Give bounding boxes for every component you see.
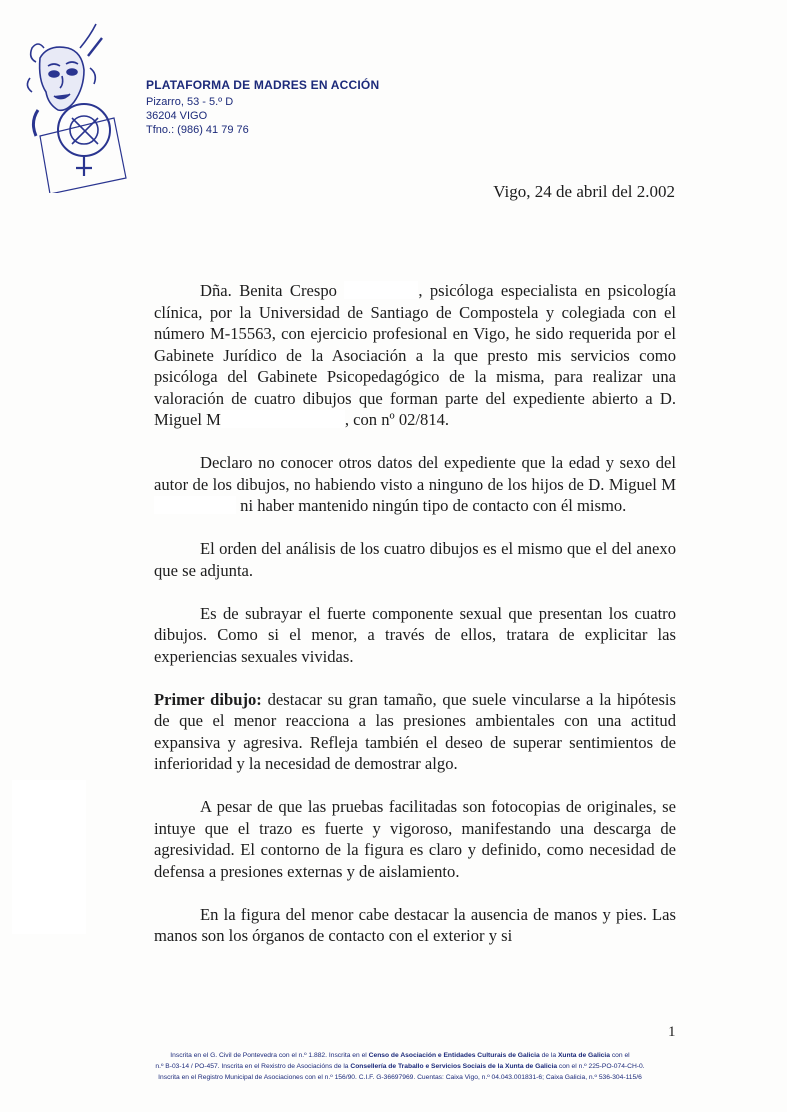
page-number: 1 bbox=[668, 1024, 676, 1040]
p2-text-b: ni haber mantenido ningún tipo de contacto con él mismo. bbox=[236, 496, 627, 515]
organization-logo-icon bbox=[18, 18, 136, 193]
footer-l2-b: Consellería de Traballo e Servicios Sociais de la Xunta de Galicia bbox=[350, 1063, 558, 1070]
p2-text-a: Declaro no conocer otros datos del expediente que la edad y sexo del autor de los dibujos, no habiendo visto a ninguno de los hijos de D. Miguel M bbox=[154, 453, 676, 494]
paragraph-4: Es de subrayar el fuerte componente sexual que presentan los cuatro dibujos. Como si el menor, a través de ellos, tratara de explicitar las experiencias sexuales vividas. bbox=[154, 603, 676, 666]
letterhead bbox=[146, 78, 379, 137]
redaction-block bbox=[12, 780, 86, 934]
footer-l1-c: de la bbox=[539, 1052, 558, 1059]
paragraph-2 bbox=[154, 452, 676, 517]
footer-line-2 bbox=[60, 1061, 740, 1072]
p5-text: destacar su gran tamaño, que suele vincularse a la hipótesis de que el menor reacciona a las presiones ambientales con una actitud expansiva y agresiva. Refleja también el deseo de superar sentimientos de inferioridad y la necesidad de demostrar algo. bbox=[154, 689, 676, 773]
footer-l1-a: Inscrita en el G. Civil de Pontevedra con el n.º 1.882. Inscrita en el bbox=[170, 1052, 369, 1059]
footer-l1-d: Xunta de Galicia bbox=[557, 1052, 610, 1059]
first-drawing-label: Primer dibujo: bbox=[154, 689, 262, 709]
p1-text-c: , con nº 02/814. bbox=[344, 410, 450, 429]
footer-l1-e: con el bbox=[609, 1052, 630, 1059]
footer-line-3: Inscrita en el Registro Municipal de Asociaciones con el n.º 156/90. C.I.F. G-36697969. Cuentas: Caixa Vigo, n.º 04.043.001831-6; Caixa Galicia, n.º 536-304-115/6 bbox=[158, 1074, 642, 1081]
footer-line-1 bbox=[60, 1050, 740, 1061]
organization-name: PLATAFORMA DE MADRES EN ACCIÓN bbox=[146, 78, 380, 92]
paragraph-6: A pesar de que las pruebas facilitadas son fotocopias de originales, se intuye que el trazo es fuerte y vigoroso, manifestando una descarga de agresividad. El contorno de la figura es claro y definido, como necesidad de defensa a presiones externas y de aislamiento. bbox=[154, 797, 676, 881]
redacted-name-2 bbox=[154, 496, 236, 514]
footer-l2-c: con el n.º 225-PO-074-CH-0. bbox=[557, 1063, 645, 1070]
phone-number: Tfno.: (986) 41 79 76 bbox=[146, 124, 249, 136]
paragraph-3: El orden del análisis de los cuatro dibujos es el mismo que el del anexo que se adjunta. bbox=[154, 539, 676, 580]
footer bbox=[60, 1050, 740, 1083]
paragraph-1 bbox=[154, 280, 676, 431]
paragraph-7: En la figura del menor cabe destacar la ausencia de manos y pies. Las manos son los órganos de contacto con el exterior y si bbox=[154, 904, 676, 945]
address-line-2: 36204 VIGO bbox=[146, 110, 208, 122]
p1-text-b: , psicóloga especialista en psicología clínica, por la Universidad de Santiago de Compostela y colegiada con el número M-15563, con ejercicio profesional en Vigo, he sido requerida por el Gabinete Jurídico de la Asociación a la que presto mis servicios como psicóloga del Gabinete Psicopedagógico de la misma, para realizar una valoración de cuatro dibujos que forman parte del expediente abierto a D. Miguel M bbox=[154, 281, 677, 429]
redacted-surname bbox=[344, 281, 418, 299]
p1-text-a: Dña. Benita Crespo bbox=[200, 281, 337, 300]
letter-body bbox=[154, 280, 676, 968]
letter-date: Vigo, 24 de abril del 2.002 bbox=[493, 182, 675, 201]
footer-l2-a: n.º B-03-14 / PO-457. Inscrita en el Rexistro de Asociacións de la bbox=[155, 1063, 351, 1070]
redacted-name bbox=[221, 410, 345, 428]
footer-l1-b: Censo de Asociación e Entidades Culturais de Galicia bbox=[368, 1052, 540, 1059]
address-line-1: Pizarro, 53 - 5.º D bbox=[146, 96, 234, 108]
paragraph-5 bbox=[154, 689, 676, 775]
